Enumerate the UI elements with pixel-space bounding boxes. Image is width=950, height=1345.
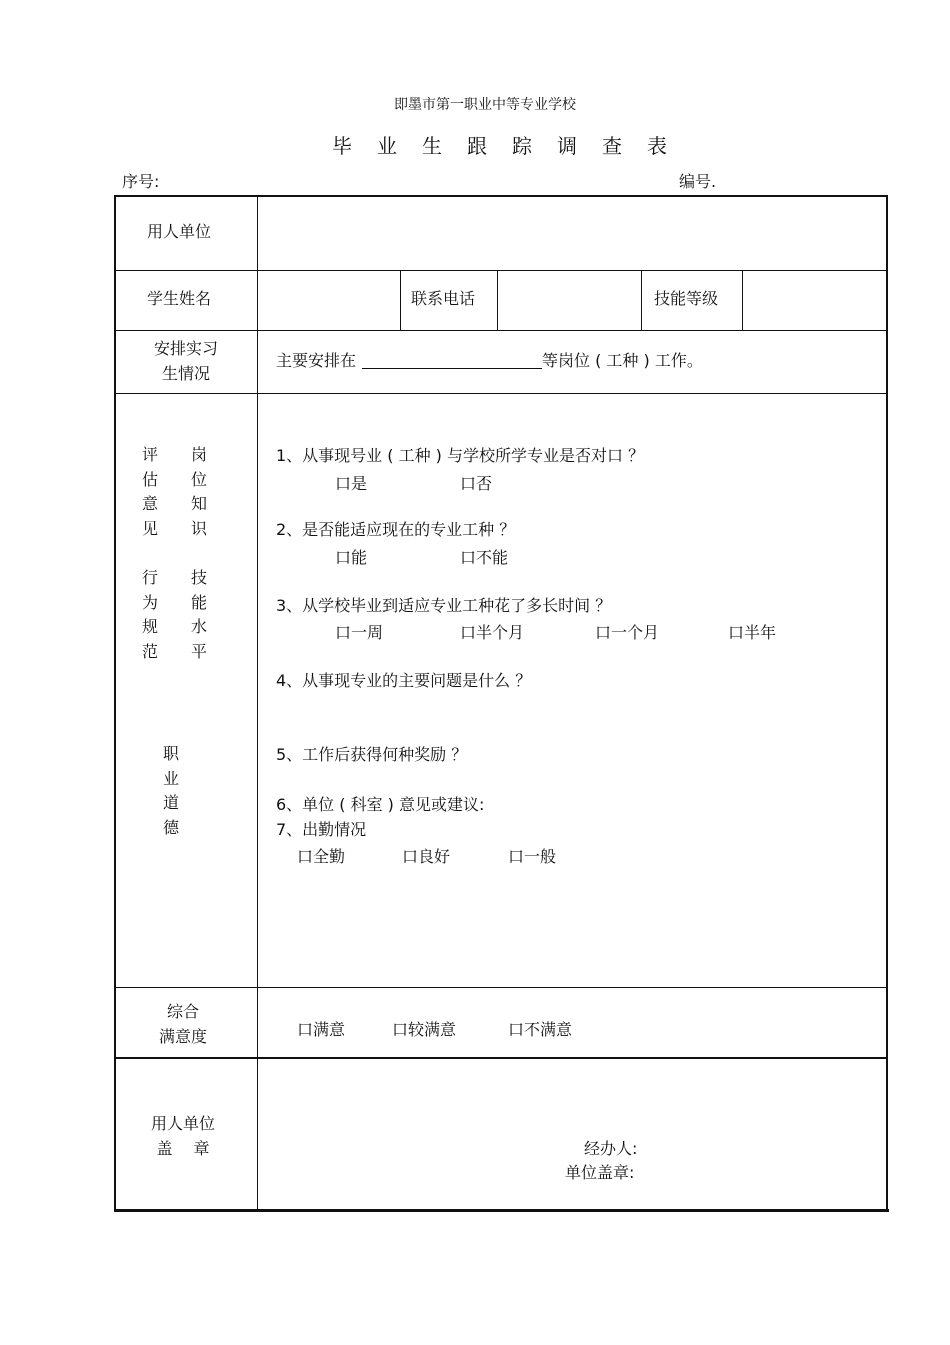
eval-label-char: 规 [142,617,159,637]
row-divider [114,270,888,271]
row-divider [114,330,888,331]
question-4: 4、从事现专业的主要问题是什么 ？ [276,671,532,690]
ethics-label-char: 业 [163,768,180,788]
title-char: 表 [647,134,668,158]
table-border-top [114,195,888,197]
employer-field[interactable] [260,198,884,268]
stamp-label [116,1111,250,1161]
q3-option-month[interactable]: 口一个月 [595,623,660,642]
q1-option-no[interactable]: 口否 [460,474,493,493]
question-5: 5、工作后获得何种奖励 ？ [276,745,468,764]
ethics-label-char: 职 [163,744,180,763]
satisfaction-label [116,999,250,1049]
row-divider [114,987,888,988]
eval-label-char: 评 [142,445,159,464]
skill-level-label: 技能等级 [654,289,719,308]
internship-text-after: 等岗位 ( 工种 ) 工作。 [542,351,703,370]
satisfaction-option-fairly-satisfied[interactable]: 口较满意 [392,1020,457,1039]
ethics-label-char: 道 [163,793,180,813]
eval-label-char: 能 [191,592,208,612]
question-3: 3、从学校毕业到适应专业工种花了多长时间 ？ [276,596,612,615]
eval-label-char: 估 [142,469,159,489]
student-name-label: 学生姓名 [147,289,212,308]
eval-label-char: 技 [191,567,208,587]
eval-label-char: 平 [191,641,208,661]
q3-option-week[interactable]: 口一周 [335,623,384,642]
q7-option-good[interactable]: 口良好 [402,847,451,866]
table-border-bottom [114,1209,889,1212]
cell-divider [497,270,498,331]
internship-text-before: 主要安排在 [276,351,357,370]
eval-label-char: 见 [142,518,159,538]
cell-divider [400,270,401,331]
q7-option-full[interactable]: 口全勤 [297,847,346,866]
unit-stamp-label: 单位盖章: [565,1163,635,1182]
eval-label-char: 范 [142,641,159,661]
eval-label-col-1 [142,443,158,664]
internship-statement [276,348,703,373]
question-1: 1、从事现号业 ( 工种 ) 与学校所学专业是否对口 ？ [276,446,645,465]
q7-option-average[interactable]: 口一般 [508,847,557,866]
eval-label-char [142,541,158,566]
eval-label-char: 水 [191,617,208,637]
q2-option-can[interactable]: 口能 [335,548,368,567]
internship-post-blank[interactable] [362,350,542,369]
title-char: 跟 [467,134,488,158]
satisfaction-option-satisfied[interactable]: 口满意 [297,1020,346,1039]
stamp-label-line-1: 用人单位 [150,1114,215,1133]
internship-label-line-2: 生情况 [161,364,210,383]
employer-label: 用人单位 [147,222,212,241]
phone-label: 联系电话 [411,289,476,308]
satisfaction-option-unsatisfied[interactable]: 口不满意 [508,1020,573,1039]
eval-label-col-2 [191,443,207,664]
eval-label-char [191,541,207,566]
q2-option-cannot[interactable]: 口不能 [460,548,509,567]
title-char: 毕 [332,134,353,158]
title-char: 生 [422,134,443,158]
skill-level-field[interactable] [745,273,884,328]
eval-label-char: 行 [142,567,159,587]
ethics-label-char: 德 [163,817,180,837]
q3-option-half-year[interactable]: 口半年 [728,623,777,642]
eval-label-char: 意 [142,494,159,514]
satisfaction-label-line-2: 满意度 [158,1027,207,1046]
stamp-label-line-2: 盖 章 [156,1139,210,1158]
satisfaction-label-line-1: 综合 [166,1002,199,1021]
cell-divider [641,270,642,331]
serial-number-label: 序号: [122,172,160,191]
school-name: 即墨市第一职业中等专业学校 [394,97,576,113]
q3-option-half-month[interactable]: 口半个月 [460,623,525,642]
internship-label [116,336,256,386]
question-7: 7、出勤情况 [276,820,367,839]
eval-label-char: 岗 [191,445,208,464]
eval-label-char: 为 [142,592,159,612]
ethics-label [163,742,179,840]
title-char: 调 [557,134,578,158]
row-divider [114,393,888,394]
internship-label-line-1: 安排实习 [153,339,218,358]
row-divider [114,1057,888,1059]
handler-label: 经办人: [584,1139,638,1158]
student-name-field[interactable] [260,273,398,328]
question-2: 2、是否能适应现在的专业工种 ？ [276,520,516,539]
title-char: 业 [377,134,398,158]
question-6: 6、单位 ( 科室 ) 意见或建议: [276,795,485,814]
eval-label-char: 知 [191,494,208,514]
title-char: 查 [602,134,623,158]
q1-option-yes[interactable]: 口是 [335,474,368,493]
cell-divider [742,270,743,331]
phone-field[interactable] [500,273,639,328]
title-char: 踪 [512,134,533,158]
code-number-label: 编号. [679,172,717,191]
eval-label-char: 位 [191,469,208,489]
eval-label-char: 识 [191,518,208,538]
